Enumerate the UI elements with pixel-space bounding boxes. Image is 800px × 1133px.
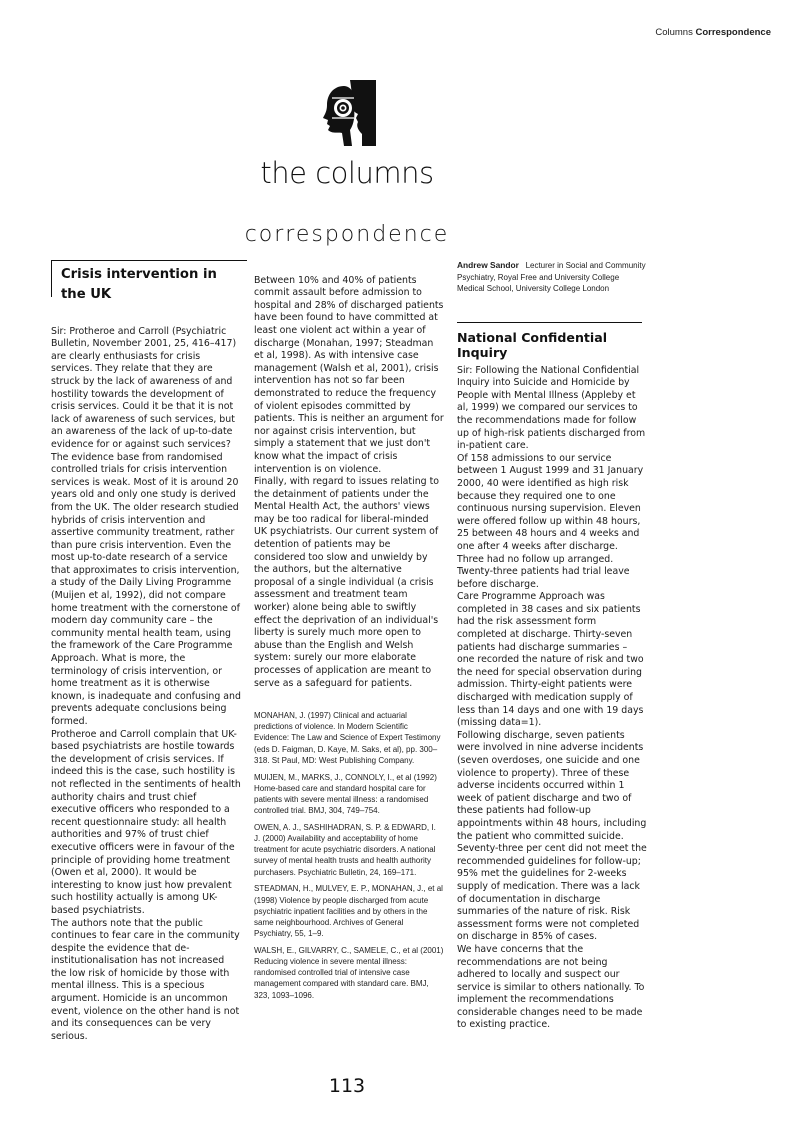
letter2-text: Sir: Following the National Confidential Inquiry into Suicide and Homicide by People with Mental Illness (Appleby et al, 1999) we compared our services to the recommendations made for follow up of high-risk patients discharged from in-patient care. Of 158 admissions to our service between 1 August 1999 and 31 January 2000, 40 were identified as high risk because they required one to one continuous nursing supervision. Eleven were offered follow up within 48 hours, 25 between 48 hours and 4 weeks and one after 4 weeks after discharge. Three had no follow up arranged. Twenty-three patients had trial leave before discharge. Care Programme Approach was completed in 38 cases and six patients had the risk assessment form completed at discharge. Thirty-seven patients had discharge summaries – one recorded the nature of risk and two the need for special observation during admission. Thirty-eight patients were discharged with medication supply of less than 14 days and one with 19 days (missing data=1). Following discharge, seven patients were involved in nine adverse incidents (seven overdoses, one suicide and one violence to property). Three of these adverse incidents occurred within 1 week of patient discharge and two of these patients had follow-up appointments within 48 hours, including the patient who committed suicide. Seventy-three per cent did not meet the recommended guidelines for follow-up; 95% met the guidelines for 2-weeks supply of medication. There was a lack of documentation in discharge summaries of the nature of risk. Risk assessment forms were not completed on discharge in 85% of cases. We have concerns that the recommendations are not being adhered to locally and suspect our service is similar to others nationally. To implement the recommendations considerable changes need to be made to existing practice.: [457, 364, 647, 1031]
letter1-column1: [51, 313, 241, 1056]
letter2-column: [457, 352, 647, 1045]
letter1-heading: Crisis intervention in the UK: [61, 267, 217, 302]
reference-list: [254, 710, 444, 1006]
letter1-column1-text: Sir: Protheroe and Carroll (Psychiatric Bulletin, November 2001, 25, 416–417) are clearly enthusiasts for crisis services. They relate that they are struck by the lack of awareness of and hostility towards the development of crisis services. Could it be that it is not lack of awareness of such services, but an awareness of the lack of up-to-date evidence for or against such services? The evidence base from randomised controlled trials for crisis intervention services is weak. Most of it is around 20 years old and only one study is derived from the UK. The older research studied hybrids of crisis intervention and assertive community treatment, rather than pure crisis intervention. Even the most up-to-date research of a service that approximates to crisis intervention, a study of the Daily Living Programme (Muijen et al, 1992), did not compare home treatment with the cornerstone of modern day community care – the community mental health team, using the framework of the Care Programme Approach. What is more, the terminology of crisis intervention, or home treatment as it is otherwise known, is inadequate and confusing and prevents adequate conclusions being formed. Protheroe and Carroll complain that UK-based psychiatrists are hostile towards the development of crisis services. If indeed this is the case, such hostility is not reflected in the sentiments of health authority chairs and trust chief executive officers who responded to a recent questionnaire study: all health authorities and 97% of trust chief executive officers were in favour of the principle of providing home treatment (Owen et al, 2000). It would be interesting to know just how prevalent such hostility actually is among UK-based psychiatrists. The authors note that the public continues to fear care in the community despite the evidence that de-institutionalisation has not increased the low risk of homicide by those with mental illness. This is a specious argument. Homicide is an uncommon event, violence on the other hand is not and its consequences can be very serious.: [51, 325, 241, 1042]
header-section: Columns: [655, 27, 693, 38]
running-header: [655, 27, 771, 38]
page-number: 113: [328, 1075, 366, 1097]
author-signature: [457, 260, 647, 295]
heading-rule: [457, 322, 642, 323]
columns-logo-icon: [322, 78, 378, 148]
letter1-column2-text: Between 10% and 40% of patients commit assault before admission to hospital and 28% of discharged patients have been found to have committed at least one violent act within a year of discharge (Monahan, 1997; Steadman et al, 1998). As with intensive case management (Walsh et al, 2001), crisis intervention has not so far been demonstrated to reduce the frequency of violent episodes committed by patients. This is neither an argument for nor against crisis intervention, but simply a statement that we just don't know what the impact of crisis intervention is on violence. Finally, with regard to issues relating to the detainment of patients under the Mental Health Act, the authors' views may be too radical for liberal-minded UK psychiatrists. Our current system of detention of patients may be considered too slow and unwieldy by the authors, but the alternative proposal of a single individual (a crisis assessment and treatment team worker) alone being able to swiftly effect the deprivation of an individual's liberty is surely much more open to abuse than the English and Welsh system: surely our more elaborate processes of application are meant to serve as a safeguard for patients.: [254, 274, 444, 689]
section-subtitle: correspondence: [244, 222, 450, 247]
letter2-heading: National Confidential Inquiry: [457, 330, 608, 360]
reference-item: OWEN, A. J., SASHIHADRAN, S. P. & EDWARD, I. J. (2000) Availability and acceptability of home treatment for acute psychiatric disorders. A national survey of mental health trusts and health authority purchasers. Psychiatric Bulletin, 24, 169–171.: [254, 822, 436, 877]
author-affiliation: Lecturer in Social and Community Psychiatry, Royal Free and University College Medical School, University College London: [457, 261, 646, 293]
letter1-column2: [254, 262, 444, 703]
reference-item: MUIJEN, M., MARKS, J., CONNOLY, I., et al (1992) Home-based care and standard hospital care for patients with severe mental illness: a randomised controlled trial. BMJ, 304, 749–754.: [254, 772, 437, 816]
reference-item: MONAHAN, J. (1997) Clinical and actuarial predictions of violence. In Modern Scientific Evidence: The Law and Science of Expert Testimony (eds D. Faigman, D. Kaye, M. Saks, et al), pp. 300–318. St Paul, MD: West Publishing Company.: [254, 711, 441, 765]
reference-item: STEADMAN, H., MULVEY, E. P., MONAHAN, J., et al (1998) Violence by people discharged from acute psychiatric inpatient facilities and by others in the same neighbourhood. Archives of General Psychiatry, 55, 1–9.: [254, 884, 443, 939]
author-name: Andrew Sandor: [457, 260, 519, 270]
header-subsection: Correspondence: [695, 27, 771, 38]
section-title: the columns: [260, 156, 434, 190]
reference-item: WALSH, E., GILVARRY, C., SAMELE, C., et al (2001) Reducing violence in severe mental illness: randomised controlled trial of intensive case management compared with standard care. BMJ, 323, 1093–1096.: [254, 945, 444, 1000]
